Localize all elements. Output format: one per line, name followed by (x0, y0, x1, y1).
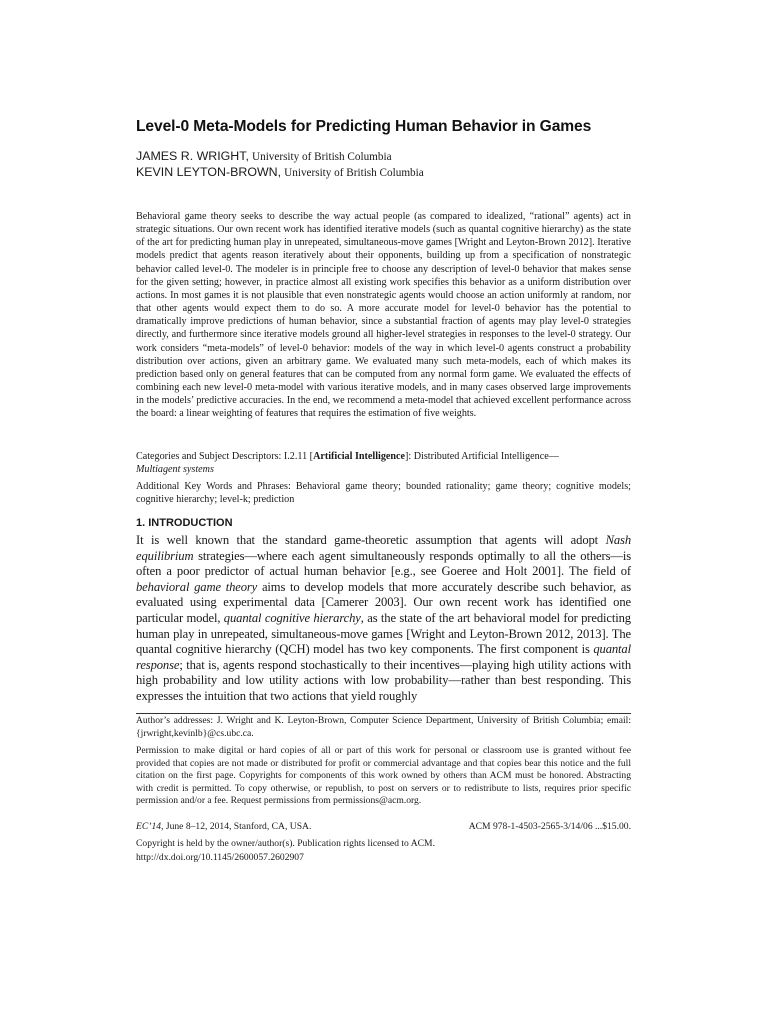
introduction-paragraph (136, 533, 631, 705)
author-affiliation: University of British Columbia (284, 167, 424, 179)
author-affiliation: University of British Columbia (252, 151, 392, 163)
section-heading: 1. INTRODUCTION (136, 517, 233, 529)
paper-title: Level-0 Meta-Models for Predicting Human Behavior in Games (136, 118, 592, 135)
categories-prefix: Categories and Subject Descriptors: I.2.11 [ (136, 451, 314, 462)
categories-descriptors (136, 450, 631, 476)
intro-text: aims to develop models that more accurately describe such behavior, as evaluated using experimental data [Camerer 2003]. Our own recent work has identified one particular model, (136, 579, 632, 625)
venue-line (136, 821, 631, 834)
categories-middle: ]: Distributed Artificial Intelligence— (405, 451, 559, 462)
intro-text: ; that is, agents respond stochastically to their incentives—playing high utility actions with high probability and low utility actions with low probability—rather than best responding. This expresses the intuition that two actions that yield roughly (136, 657, 631, 703)
intro-text: It is well known that the standard game-theoretic assumption that agents will adopt (136, 533, 606, 547)
copyright-notice: Copyright is held by the owner/author(s). Publication rights licensed to ACM. (136, 838, 435, 849)
doi-link[interactable]: http://dx.doi.org/10.1145/2600057.2602907 (136, 852, 304, 863)
venue-details: June 8–12, 2014, Stanford, CA, USA. (163, 821, 312, 832)
intro-text: , as the state of the art behavioral model for predicting human play in unrepeated, simultaneous-move games [Wright and Leyton-Brown 2012, 2013]. The quantal cognitive hierarchy (QCH) model has two key components. The first component is (136, 610, 631, 657)
intro-emphasis: quantal cognitive hierarchy (223, 610, 361, 625)
author-name: JAMES R. WRIGHT, (136, 149, 249, 163)
intro-emphasis: Nash equilibrium (136, 533, 631, 563)
venue-info (136, 821, 311, 834)
author-list (136, 149, 631, 181)
author-entry (136, 165, 631, 181)
permission-notice: Permission to make digital or hard copies of all or part of this work for personal or classroom use is granted without fee provided that copies are not made or distributed for profit or commercial advantage and that copies bear this notice and the full citation on the first page. Copyrights for components of this work owned by others than ACM must be honored. Abstracting with credit is permitted. To copy otherwise, or republish, to post on servers or to redistribute to lists, requires prior specific permission and/or a fee. Request permissions from permissions@acm.org. (136, 745, 631, 807)
categories-bold: Artificial Intelligence (313, 451, 406, 462)
intro-emphasis: quantal response (136, 642, 631, 672)
footnote-divider (136, 713, 631, 714)
author-addresses: Author’s addresses: J. Wright and K. Leyton-Brown, Computer Science Department, University of British Columbia; email: {jrwright,kevinlb}@cs.ubc.ca. (136, 715, 631, 739)
copyright-block (136, 837, 631, 865)
isbn-price: ACM 978-1-4503-2565-3/14/06 ...$15.00. (468, 821, 631, 832)
intro-text: strategies—where each agent simultaneously responds optimally to all the others—is often a poor predictor of actual human behavior [e.g., see Goeree and Holt 2001]. The field of (136, 548, 631, 579)
venue-name: EC’14, (136, 821, 164, 832)
keywords: Additional Key Words and Phrases: Behavioral game theory; bounded rationality; game theory; cognitive models; cognitive hierarchy; level-k; prediction (136, 481, 631, 506)
categories-italic: Multiagent systems (136, 464, 214, 476)
author-name: KEVIN LEYTON-BROWN, (136, 165, 282, 179)
author-entry (136, 149, 631, 165)
intro-emphasis: behavioral game theory (136, 579, 258, 594)
abstract: Behavioral game theory seeks to describe the way actual people (as compared to idealized, “rational” agents) act in strategic situations. Our own recent work has identified iterative models (such as quantal cognitive hierarchy) as the state of the art for predicting human play in unrepeated, simultaneous-move games [Wright and Leyton-Brown 2012]. Iterative models predict that agents reason iteratively about their opponents, building up from a specification of nonstrategic behavior called level-0. The modeler is in principle free to choose any description of level-0 behavior that makes sense for the given setting; however, in practice almost all existing work specifies this behavior as a uniform distribution over actions. In most games it is not plausible that even nonstrategic agents would choose an action uniformly at random, nor that other agents would expect them to do so. A more accurate model for level-0 behavior has the potential to dramatically improve predictions of human behavior, since a substantial fraction of agents may play level-0 strategies directly, and furthermore since iterative models ground all higher-level strategies in responses to the level-0 strategy. Our work considers “meta-models” of level-0 behavior: models of the way in which level-0 agents construct a probability distribution over actions, given an arbitrary game. We evaluated many such meta-models, each of which makes its prediction based only on general features that can be computed from any normal form game. We evaluated the effects of combining each new level-0 meta-model with various iterative models, and in many cases observed large improvements in the models’ predictive accuracies. In the end, we recommend a meta-model that achieved excellent performance across the board: a linear weighting of features that requires the estimation of five weights. (136, 211, 631, 420)
